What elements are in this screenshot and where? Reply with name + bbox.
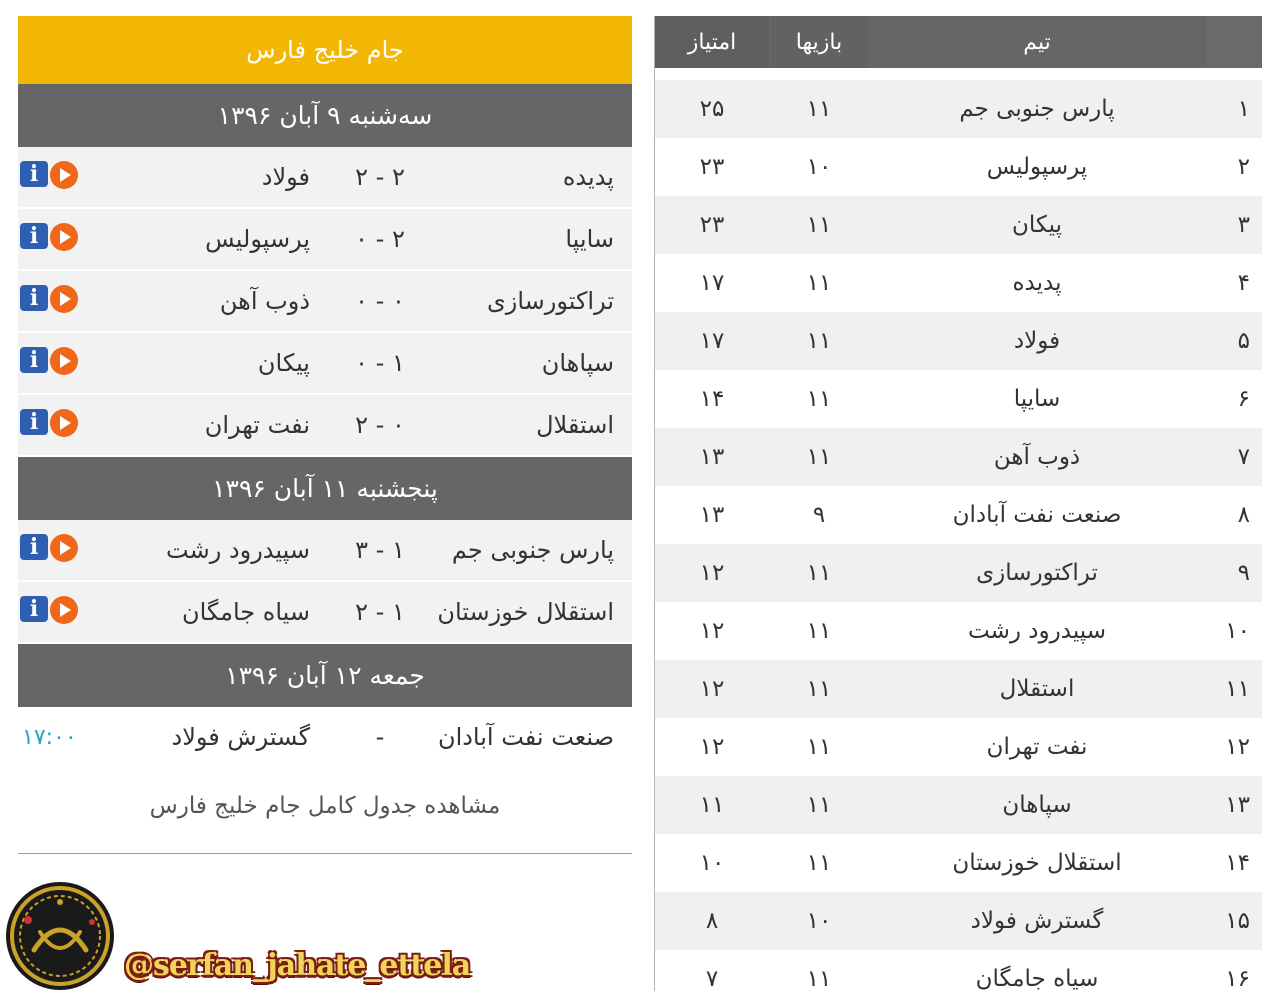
away-team: فولاد xyxy=(261,163,310,191)
match-actions xyxy=(20,223,78,251)
team-name: سایپا xyxy=(1013,386,1061,412)
games-played: ۱۱ xyxy=(806,966,832,991)
team-points: ۲۳ xyxy=(699,154,725,180)
fixtures-panel xyxy=(18,16,632,854)
info-icon[interactable]: i xyxy=(20,223,48,249)
day-header: پنجشنبه ۱۱ آبان ۱۳۹۶ xyxy=(18,457,632,520)
away-team: ذوب آهن xyxy=(219,287,310,315)
match-row[interactable] xyxy=(18,582,632,644)
cup-title: جام خلیج فارس xyxy=(18,16,632,84)
team-points: ۱۲ xyxy=(699,676,725,702)
standings-row xyxy=(655,254,1262,312)
standings-row xyxy=(655,544,1262,602)
team-points: ۱۲ xyxy=(699,734,725,760)
header-team: تیم xyxy=(1023,29,1051,55)
team-name: تراکتورسازی xyxy=(976,560,1098,586)
team-rank: ۱۴ xyxy=(1225,850,1250,876)
team-rank: ۳ xyxy=(1237,212,1250,238)
standings-row xyxy=(655,370,1262,428)
standings-row xyxy=(655,660,1262,718)
standings-row xyxy=(655,428,1262,486)
team-points: ۱۰ xyxy=(699,850,725,876)
team-name: فولاد xyxy=(1013,328,1061,354)
games-played: ۱۰ xyxy=(806,908,832,934)
home-team: تراکتورسازی xyxy=(486,287,614,315)
team-rank: ۱۱ xyxy=(1225,676,1250,702)
games-played: ۱۱ xyxy=(806,270,832,296)
match-score: - xyxy=(375,723,385,751)
header-rank xyxy=(1206,16,1262,68)
standings-row xyxy=(655,776,1262,834)
team-points: ۱۳ xyxy=(699,444,725,470)
standings-body xyxy=(655,80,1262,991)
away-team: گسترش فولاد xyxy=(171,723,310,751)
play-icon[interactable] xyxy=(50,161,78,189)
info-icon[interactable]: i xyxy=(20,161,48,187)
home-team: سپاهان xyxy=(541,349,614,377)
team-points: ۱۱ xyxy=(699,792,725,818)
team-points: ۱۲ xyxy=(699,618,725,644)
team-name: سپیدرود رشت xyxy=(968,618,1106,644)
away-team: نفت تهران xyxy=(204,411,310,439)
watermark-seal-logo xyxy=(4,880,116,992)
team-points: ۸ xyxy=(705,908,719,934)
play-icon[interactable] xyxy=(50,285,78,313)
team-rank: ۶ xyxy=(1237,386,1250,412)
team-points: ۱۲ xyxy=(699,560,725,586)
match-row[interactable] xyxy=(18,520,632,582)
match-actions xyxy=(20,534,78,562)
match-score: ۰ - ۲ xyxy=(355,225,405,253)
home-team: پارس جنوبی جم xyxy=(451,536,614,564)
match-row[interactable] xyxy=(18,147,632,209)
match-actions xyxy=(20,285,78,313)
team-name: نفت تهران xyxy=(986,734,1088,760)
match-score: ۰ - ۱ xyxy=(355,349,405,377)
match-row[interactable] xyxy=(18,271,632,333)
standings-row xyxy=(655,486,1262,544)
standings-row xyxy=(655,892,1262,950)
team-name: پدیده xyxy=(1012,270,1062,296)
team-rank: ۲ xyxy=(1237,154,1250,180)
info-icon[interactable]: i xyxy=(20,285,48,311)
team-points: ۷ xyxy=(705,966,719,991)
play-icon[interactable] xyxy=(50,596,78,624)
info-icon[interactable]: i xyxy=(20,534,48,560)
standings-row xyxy=(655,312,1262,370)
team-rank: ۱ xyxy=(1237,96,1250,122)
team-points: ۱۷ xyxy=(699,270,725,296)
info-icon[interactable]: i xyxy=(20,347,48,373)
team-rank: ۱۰ xyxy=(1225,618,1250,644)
standings-row xyxy=(655,718,1262,776)
home-team: استقلال xyxy=(536,411,614,439)
games-played: ۱۱ xyxy=(806,328,832,354)
team-rank: ۷ xyxy=(1237,444,1250,470)
match-row[interactable] xyxy=(18,707,632,769)
team-name: ذوب آهن xyxy=(993,444,1081,470)
team-name: پرسپولیس xyxy=(986,154,1088,180)
header-points: امتیاز xyxy=(655,16,769,68)
team-name: استقلال xyxy=(999,676,1075,702)
games-played: ۱۱ xyxy=(806,792,832,818)
team-name: استقلال خوزستان xyxy=(952,850,1122,876)
games-played: ۱۰ xyxy=(806,154,832,180)
match-score: ۲ - ۰ xyxy=(355,411,405,439)
standings-table xyxy=(654,16,1262,991)
team-rank: ۱۶ xyxy=(1225,966,1250,991)
standings-row xyxy=(655,138,1262,196)
team-points: ۲۳ xyxy=(699,212,725,238)
match-row[interactable] xyxy=(18,209,632,271)
team-points: ۱۴ xyxy=(699,386,725,412)
games-played: ۱۱ xyxy=(806,734,832,760)
team-name: گسترش فولاد xyxy=(970,908,1104,934)
play-icon[interactable] xyxy=(50,409,78,437)
match-row[interactable] xyxy=(18,395,632,457)
home-team: پدیده xyxy=(562,163,614,191)
team-rank: ۱۲ xyxy=(1225,734,1250,760)
away-team: سپیدرود رشت xyxy=(166,536,310,564)
team-name: سپاهان xyxy=(1002,792,1072,818)
games-played: ۱۱ xyxy=(806,850,832,876)
games-played: ۱۱ xyxy=(806,386,832,412)
match-score: ۲ - ۱ xyxy=(355,598,405,626)
match-actions xyxy=(20,161,78,189)
team-points: ۱۳ xyxy=(699,502,725,528)
play-icon[interactable] xyxy=(50,223,78,251)
team-rank: ۹ xyxy=(1237,560,1250,586)
full-table-link[interactable]: مشاهده جدول کامل جام خلیج فارس xyxy=(149,793,501,819)
standings-row xyxy=(655,602,1262,660)
standings-row xyxy=(655,196,1262,254)
games-played: ۱۱ xyxy=(806,618,832,644)
match-actions xyxy=(20,409,78,437)
standings-row xyxy=(655,80,1262,138)
match-score: ۰ - ۰ xyxy=(355,287,405,315)
day-header: جمعه ۱۲ آبان ۱۳۹۶ xyxy=(18,644,632,707)
team-rank: ۴ xyxy=(1237,270,1250,296)
team-rank: ۱۵ xyxy=(1225,908,1250,934)
team-points: ۱۷ xyxy=(699,328,725,354)
standings-header xyxy=(655,16,1262,80)
team-name: پارس جنوبی جم xyxy=(959,96,1115,122)
team-rank: ۸ xyxy=(1237,502,1250,528)
home-team: استقلال خوزستان xyxy=(437,598,614,626)
match-score: ۲ - ۲ xyxy=(355,163,405,191)
team-points: ۲۵ xyxy=(699,96,725,122)
games-played: ۱۱ xyxy=(806,444,832,470)
match-actions xyxy=(20,347,78,375)
away-team: پیکان xyxy=(257,349,310,377)
home-team: سایپا xyxy=(565,225,614,253)
standings-row xyxy=(655,834,1262,892)
watermark-handle: @serfan_jahate_ettela xyxy=(124,948,471,983)
match-actions xyxy=(20,596,78,624)
team-rank: ۱۳ xyxy=(1225,792,1250,818)
games-played: ۱۱ xyxy=(806,676,832,702)
games-played: ۱۱ xyxy=(806,96,832,122)
games-played: ۹ xyxy=(812,502,826,528)
home-team: صنعت نفت آبادان xyxy=(437,723,614,751)
match-score: ۳ - ۱ xyxy=(355,536,405,564)
info-icon[interactable]: i xyxy=(20,409,48,435)
team-rank: ۵ xyxy=(1237,328,1250,354)
day-header: سه‌شنبه ۹ آبان ۱۳۹۶ xyxy=(18,84,632,147)
kickoff-time: ۱۷:۰۰ xyxy=(22,724,77,750)
team-name: پیکان xyxy=(1012,212,1062,238)
team-name: سیاه جامگان xyxy=(975,966,1099,991)
away-team: پرسپولیس xyxy=(205,225,310,253)
play-icon[interactable] xyxy=(50,534,78,562)
info-icon[interactable]: i xyxy=(20,596,48,622)
standings-row xyxy=(655,950,1262,991)
header-played: بازیها xyxy=(771,16,867,68)
away-team: سیاه جامگان xyxy=(181,598,310,626)
play-icon[interactable] xyxy=(50,347,78,375)
games-played: ۱۱ xyxy=(806,560,832,586)
games-played: ۱۱ xyxy=(806,212,832,238)
team-name: صنعت نفت آبادان xyxy=(952,502,1122,528)
match-row[interactable] xyxy=(18,333,632,395)
